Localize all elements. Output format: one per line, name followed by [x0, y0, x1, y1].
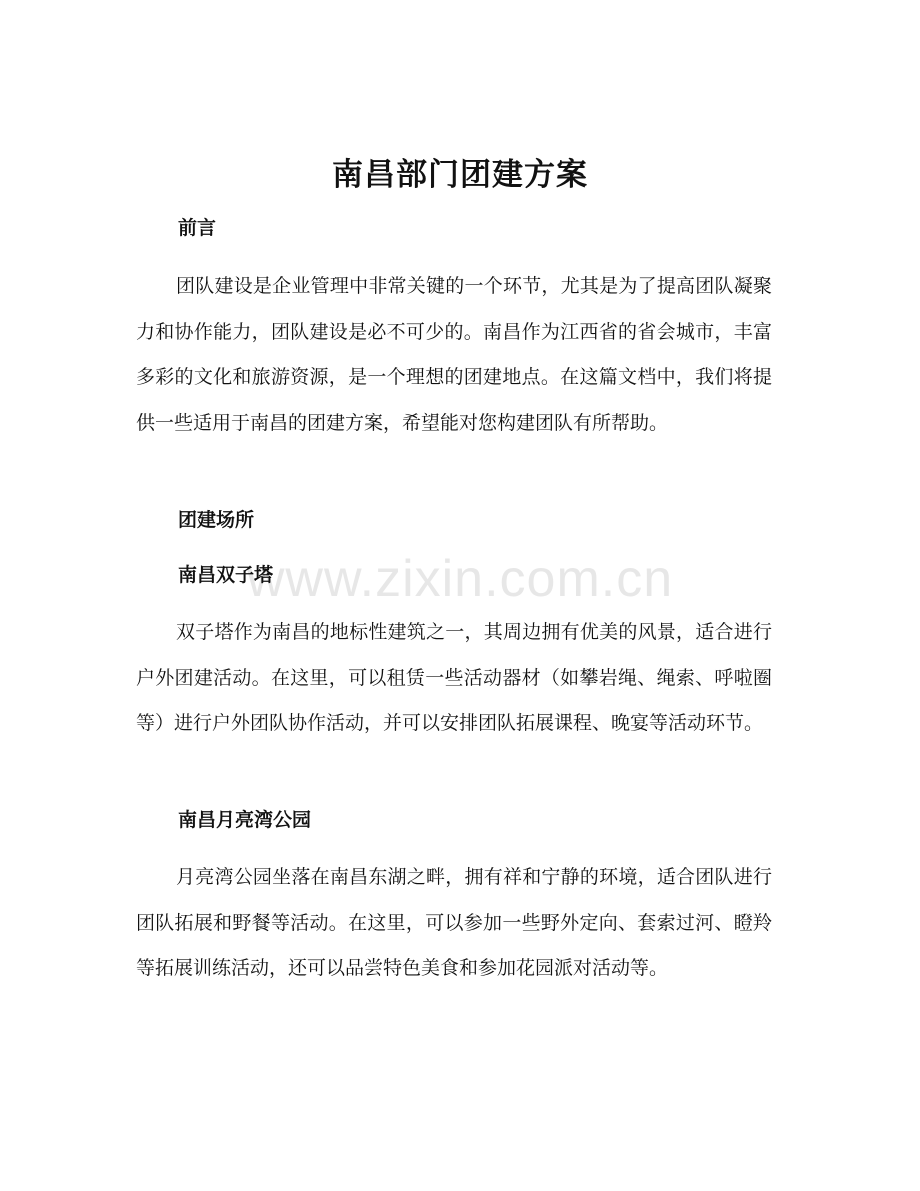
preface-heading: 前言 [178, 217, 217, 239]
venues-heading: 团建场所 [178, 509, 255, 531]
moon-bay-heading: 南昌月亮湾公园 [178, 809, 312, 831]
preface-paragraph: 团队建设是企业管理中非常关键的一个环节，尤其是为了提高团队凝聚力和协作能力，团队建设是必不可少的。南昌作为江西省的省会城市，丰富多彩的文化和旅游资源，是一个理想的团建地点。在这篇文档中，我们将提供一些适用于南昌的团建方案，希望能对您构建团队有所帮助。 [136, 275, 772, 434]
watermark: www.zixin.com.cn [246, 550, 674, 608]
twin-towers-heading: 南昌双子塔 [178, 564, 274, 586]
document-title: 南昌部门团建方案 [332, 157, 588, 193]
moon-bay-paragraph: 月亮湾公园坐落在南昌东湖之畔，拥有祥和宁静的环境，适合团队进行团队拓展和野餐等活动。在这里，可以参加一些野外定向、套索过河、瞪羚等拓展训练活动，还可以品尝特色美食和参加花园派对活动等。 [136, 866, 772, 979]
twin-towers-paragraph: 双子塔作为南昌的地标性建筑之一，其周边拥有优美的风景，适合进行户外团建活动。在这里，可以租赁一些活动器材（如攀岩绳、绳索、呼啦圈等）进行户外团队协作活动，并可以安排团队拓展课程、晚宴等活动环节。 [136, 621, 772, 734]
